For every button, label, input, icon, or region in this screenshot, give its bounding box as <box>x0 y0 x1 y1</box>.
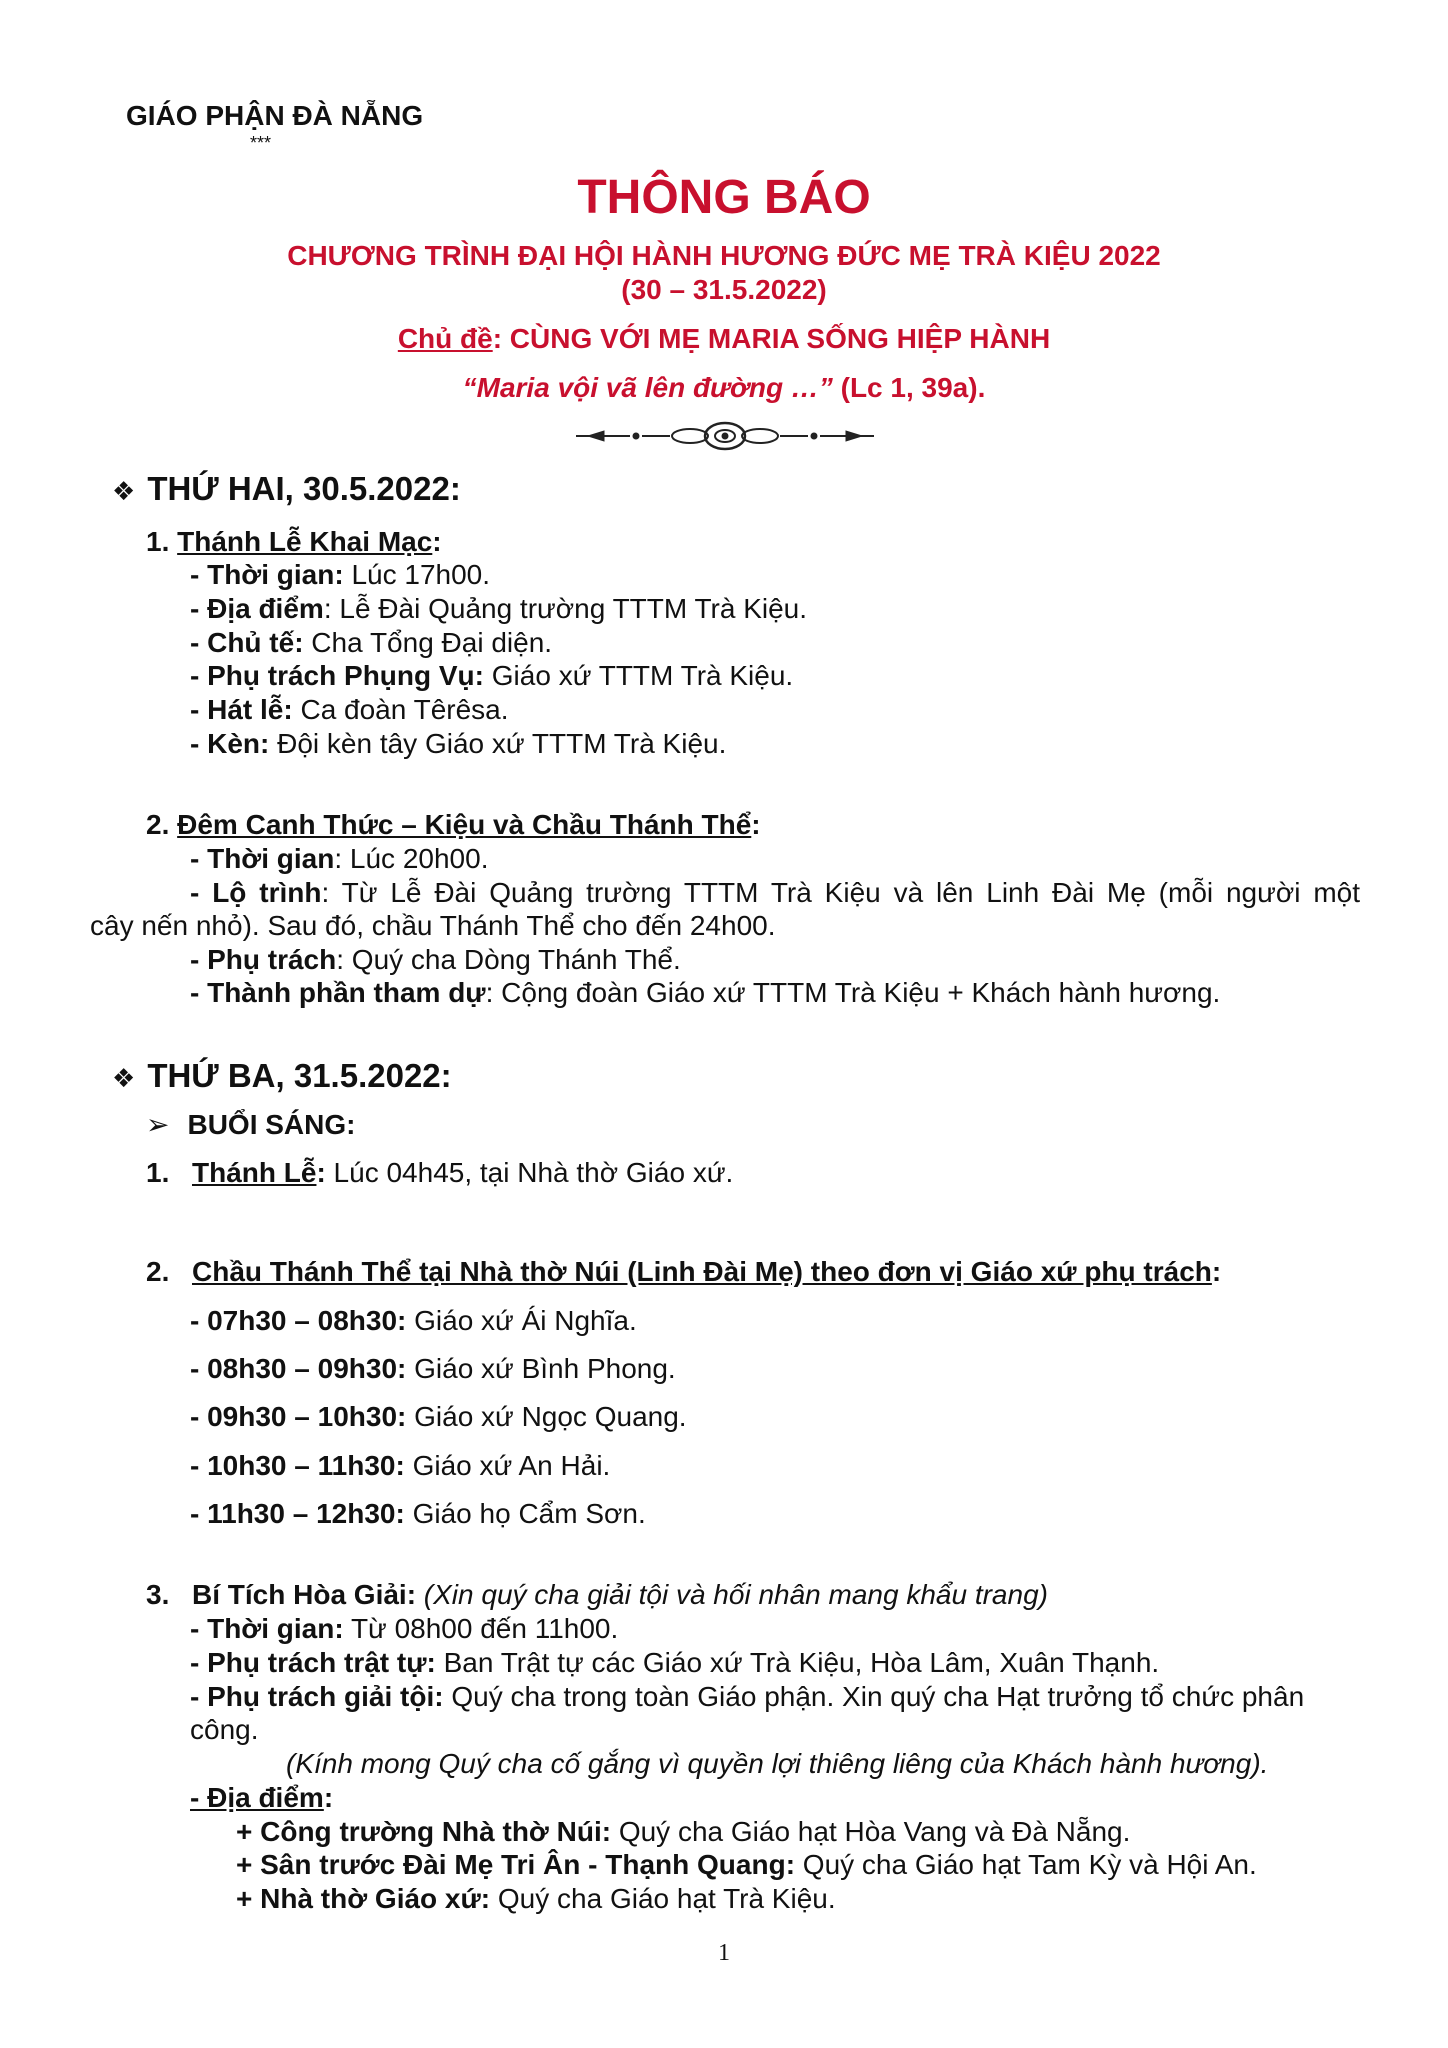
place-item <box>236 1815 1130 1849</box>
place-item <box>236 1848 1257 1882</box>
day1-heading-text: THỨ HAI, 30.5.2022: <box>147 470 461 507</box>
item-label: - Thời gian: <box>190 1613 344 1644</box>
section-text: Lúc 04h45, tại Nhà thờ Giáo xứ. <box>325 1157 734 1188</box>
place-value: Quý cha Giáo hạt Trà Kiệu. <box>490 1883 836 1914</box>
ornament-divider <box>570 416 880 456</box>
list-item <box>190 876 1360 910</box>
program-title: CHƯƠNG TRÌNH ĐẠI HỘI HÀNH HƯƠNG ĐỨC MẸ TRÀ KIỆU 2022 <box>287 240 1161 271</box>
slot-unit: Giáo xứ Bình Phong. <box>406 1353 676 1384</box>
slot-time: - 07h30 – 08h30: <box>190 1305 407 1336</box>
section-number: 1. <box>146 526 178 557</box>
list-item <box>190 1646 1159 1680</box>
section-title: Chầu Thánh Thể tại Nhà thờ Núi (Linh Đài Mẹ) theo đơn vị Giáo xứ phụ trách <box>192 1256 1212 1287</box>
item-colon: : <box>323 1782 334 1813</box>
item-label: - Chủ tế: <box>190 627 304 658</box>
section-number: 2. <box>146 809 178 840</box>
item-value: : Cộng đoàn Giáo xứ TTTM Trà Kiệu + Khách hành hương. <box>485 977 1221 1008</box>
slot-time: - 09h30 – 10h30: <box>190 1401 407 1432</box>
notice-title: THÔNG BÁO <box>577 171 871 224</box>
item-value: Từ 08h00 đến 11h00. <box>343 1613 619 1644</box>
item-label: - Phụ trách giải tội: <box>190 1681 444 1712</box>
list-item <box>190 1680 1304 1714</box>
slot-unit: Giáo họ Cẩm Sơn. <box>404 1498 646 1529</box>
item-label: - Thời gian: <box>190 559 344 590</box>
section-title: Thánh Lễ <box>192 1157 317 1188</box>
list-item-continuation: cây nến nhỏ). Sau đó, chầu Thánh Thể cho đến 24h00. <box>90 910 776 941</box>
item-value: Quý cha trong toàn Giáo phận. Xin quý cha Hạt trưởng tổ chức phân <box>443 1681 1305 1712</box>
list-item <box>190 659 793 693</box>
place-value: Quý cha Giáo hạt Tam Kỳ và Hội An. <box>795 1849 1257 1880</box>
section-title: Thánh Lễ Khai Mạc <box>177 526 433 557</box>
day1-section2-title <box>146 808 761 842</box>
item-value: Lúc 17h00. <box>343 559 491 590</box>
slot-time: - 11h30 – 12h30: <box>190 1498 405 1529</box>
program-dates: (30 – 31.5.2022) <box>621 274 827 305</box>
place-value: Quý cha Giáo hạt Hòa Vang và Đà Nẵng. <box>611 1816 1131 1847</box>
page-number: 1 <box>718 1940 730 1966</box>
section-colon: : <box>751 809 761 840</box>
slot-time: - 10h30 – 11h30: <box>190 1450 405 1481</box>
arrow-bullet-icon: ➢ <box>146 1109 170 1140</box>
schedule-item <box>190 1449 610 1483</box>
section-colon: : <box>432 526 442 557</box>
list-item <box>190 727 726 761</box>
slot-time: - 08h30 – 09h30: <box>190 1353 407 1384</box>
list-item <box>190 1612 618 1646</box>
item-label: - Địa điểm <box>190 593 324 624</box>
item-label: - Thành phần tham dự <box>190 977 486 1008</box>
morning-heading-text: BUỔI SÁNG: <box>187 1109 356 1140</box>
item-value: : Quý cha Dòng Thánh Thể. <box>336 944 681 975</box>
diamond-bullet-icon: ❖ <box>112 1063 136 1093</box>
quote-text: “Maria vội vã lên đường …” <box>462 372 833 403</box>
section-colon: : <box>316 1157 326 1188</box>
section-colon: : <box>1211 1256 1222 1287</box>
item-label: - Phụ trách Phụng Vụ: <box>190 660 484 691</box>
theme-line <box>0 323 1448 355</box>
schedule-item <box>190 1497 646 1531</box>
item-label: - Hát lễ: <box>190 694 293 725</box>
item-value: Ban Trật tự các Giáo xứ Trà Kiệu, Hòa Lâm, Xuân Thạnh. <box>435 1647 1160 1678</box>
item-value: Giáo xứ TTTM Trà Kiệu. <box>484 660 794 691</box>
slot-unit: Giáo xứ Ái Nghĩa. <box>406 1305 637 1336</box>
item-value: : Từ Lễ Đài Quảng trường TTTM Trà Kiệu và lên Linh Đài Mẹ (mỗi người một <box>321 877 1360 908</box>
day2-section3-title <box>146 1578 1048 1612</box>
item-value: Đội kèn tây Giáo xứ TTTM Trà Kiệu. <box>269 728 727 759</box>
schedule-item <box>190 1304 637 1338</box>
list-item <box>190 558 490 592</box>
place-item <box>236 1882 836 1916</box>
item-label: - Phụ trách <box>190 944 337 975</box>
item-label: - Lộ trình <box>190 877 322 908</box>
section-title: Đêm Canh Thức – Kiệu và Chầu Thánh Thể <box>177 809 752 840</box>
theme-label: Chủ đề <box>397 323 493 354</box>
item-label: - Địa điểm <box>190 1782 324 1813</box>
quote-reference: (Lc 1, 39a). <box>832 372 986 403</box>
schedule-item <box>190 1352 676 1386</box>
list-item <box>190 842 488 876</box>
day2-section1 <box>146 1156 733 1190</box>
list-item <box>190 626 552 660</box>
item-value: : Lễ Đài Quảng trường TTTM Trà Kiệu. <box>323 593 808 624</box>
day1-section1-title <box>146 525 442 559</box>
slot-unit: Giáo xứ An Hải. <box>404 1450 611 1481</box>
section-note: (Xin quý cha giải tội và hối nhân mang khẩu trang) <box>416 1579 1048 1610</box>
theme-colon: : <box>492 323 503 354</box>
list-item <box>190 976 1220 1010</box>
item-value: Ca đoàn Têrêsa. <box>292 694 509 725</box>
item-label: - Thời gian <box>190 843 335 874</box>
item-label: - Phụ trách trật tự: <box>190 1647 436 1678</box>
place-label: + Công trường Nhà thờ Núi: <box>236 1816 612 1847</box>
quote-line <box>0 372 1448 404</box>
theme-text: CÙNG VỚI MẸ MARIA SỐNG HIỆP HÀNH <box>502 323 1051 354</box>
section-number: 2. <box>146 1256 170 1287</box>
item-value: : Lúc 20h00. <box>334 843 489 874</box>
diamond-bullet-icon: ❖ <box>112 476 136 506</box>
item-label: - Kèn: <box>190 728 270 759</box>
schedule-item <box>190 1400 687 1434</box>
morning-heading <box>146 1108 355 1142</box>
day2-heading <box>112 1057 452 1095</box>
header-stars: *** <box>250 133 272 153</box>
place-heading <box>190 1781 333 1815</box>
section-title: Bí Tích Hòa Giải: <box>192 1579 417 1610</box>
list-item-continuation: công. <box>190 1714 259 1745</box>
list-item <box>190 943 681 977</box>
place-label: + Sân trước Đài Mẹ Tri Ân - Thạnh Quang: <box>236 1849 796 1880</box>
day1-heading <box>112 470 461 508</box>
section-number: 1. <box>146 1157 170 1188</box>
item-value: Cha Tổng Đại diện. <box>303 627 553 658</box>
diocese-name: GIÁO PHẬN ĐÀ NẴNG <box>126 100 424 131</box>
section-number: 3. <box>146 1579 170 1610</box>
day2-section2-title <box>146 1255 1221 1289</box>
place-label: + Nhà thờ Giáo xứ: <box>236 1883 491 1914</box>
slot-unit: Giáo xứ Ngọc Quang. <box>406 1401 687 1432</box>
list-item <box>190 592 807 626</box>
plea-note: (Kính mong Quý cha cố gắng vì quyền lợi thiêng liêng của Khách hành hương). <box>286 1748 1269 1779</box>
list-item <box>190 693 509 727</box>
day2-heading-text: THỨ BA, 31.5.2022: <box>147 1057 452 1094</box>
